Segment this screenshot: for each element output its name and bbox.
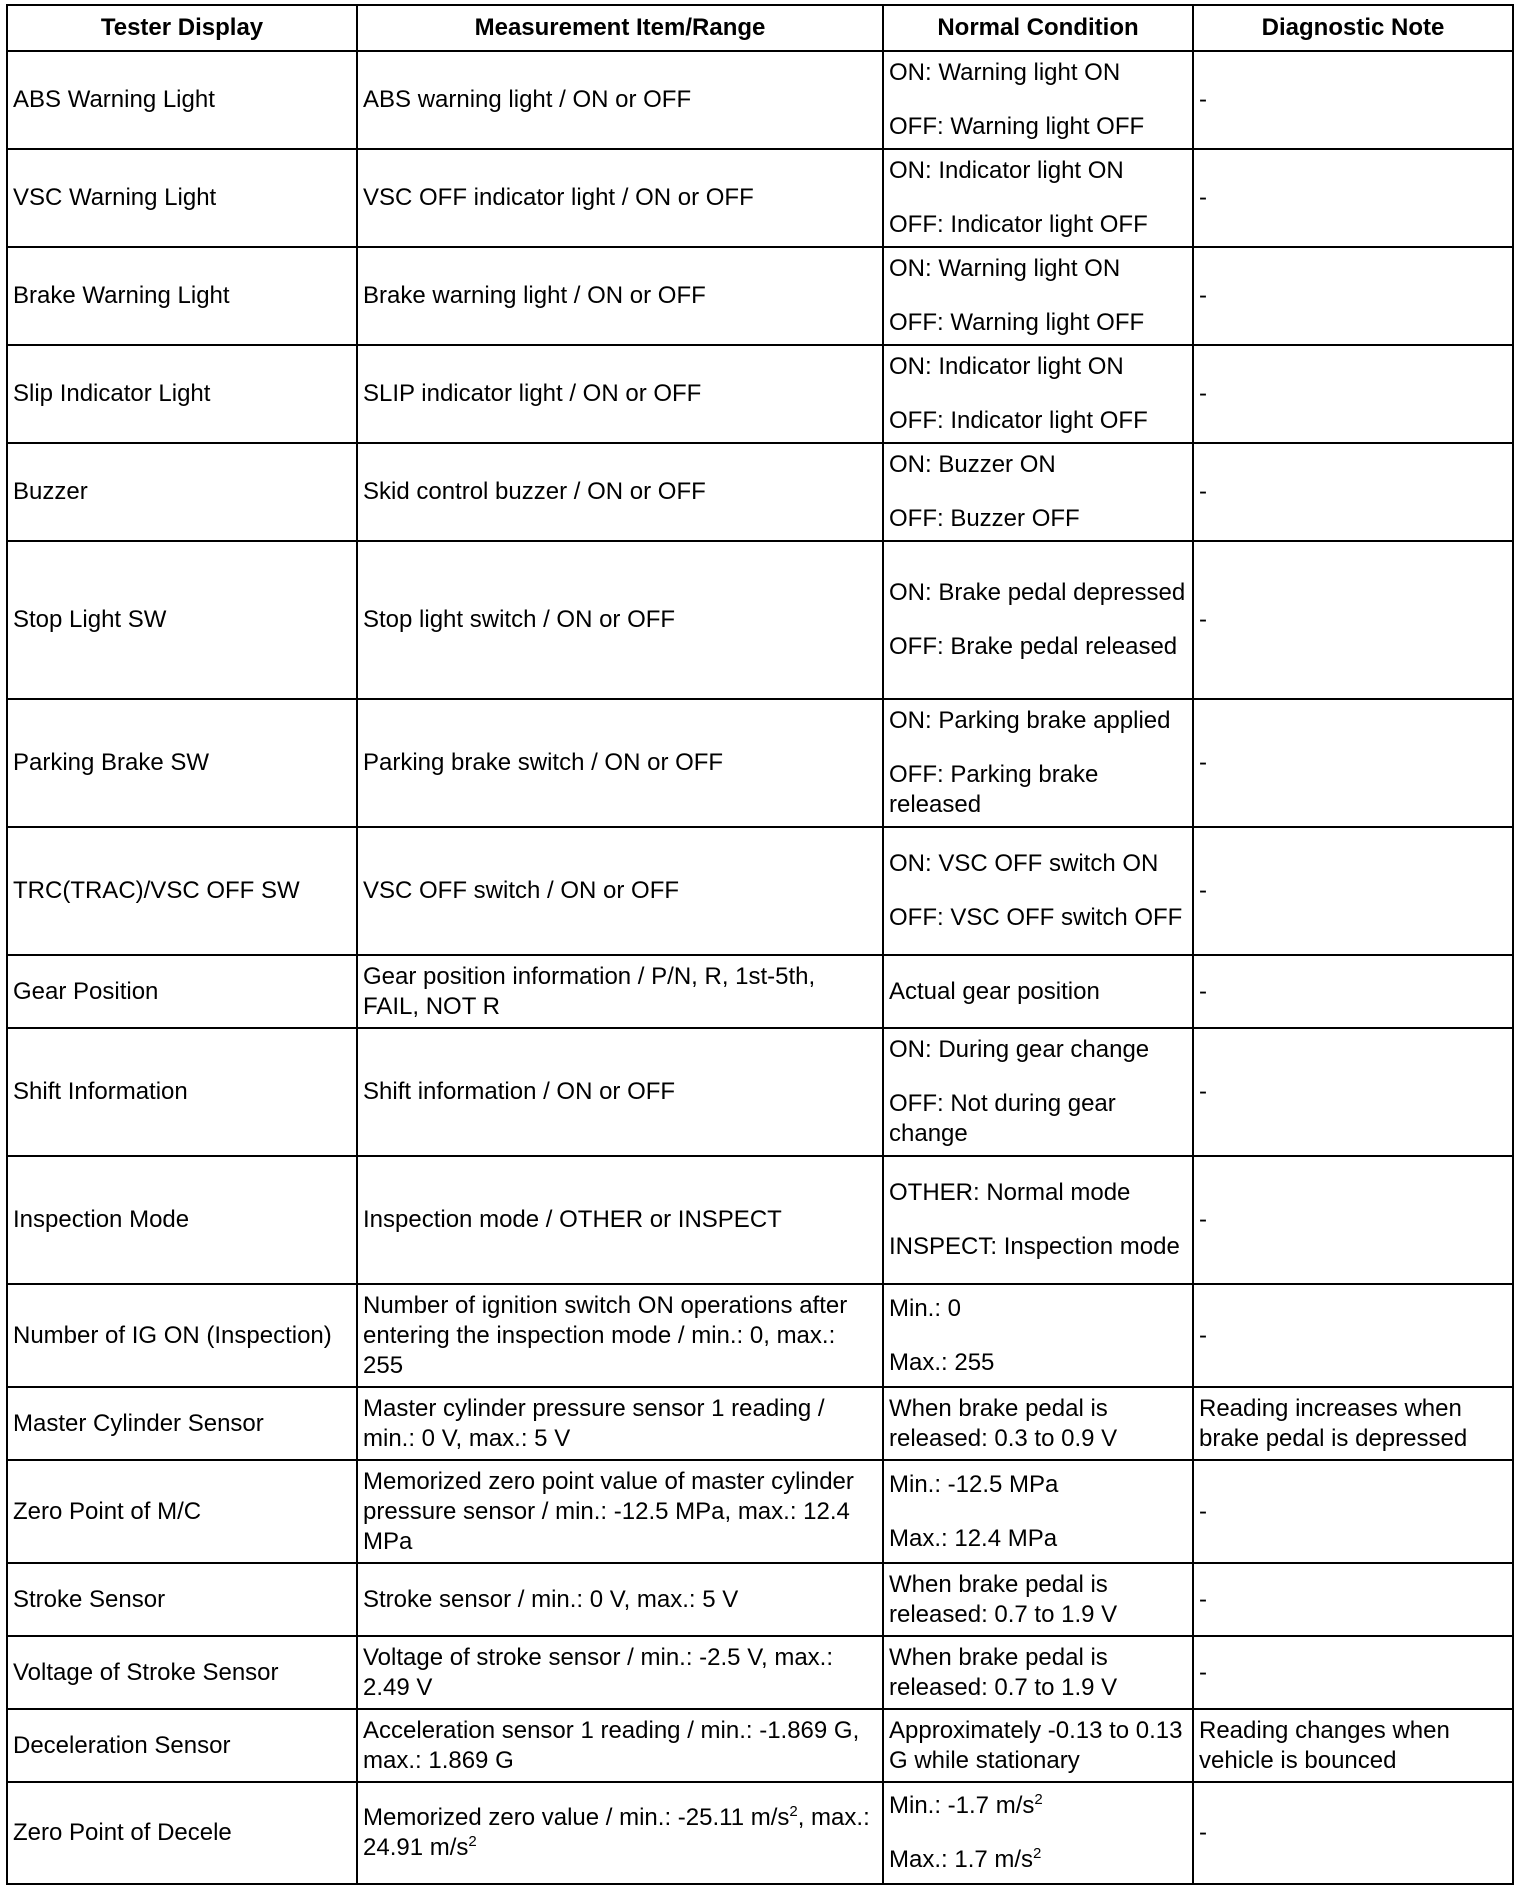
condition-off: OFF: Warning light OFF	[889, 113, 1145, 140]
table-row	[7, 955, 1513, 1028]
condition-on: ON: Parking brake applied	[889, 707, 1171, 734]
normal-condition-cell	[883, 149, 1193, 247]
normal-condition-cell	[883, 955, 1193, 1028]
tester-display-cell: VSC Warning Light	[7, 149, 357, 247]
measurement-cell: Memorized zero point value of master cylinder pressure sensor / min.: -12.5 MPa, max.: 12.4 MPa	[357, 1460, 883, 1563]
normal-condition-cell	[883, 1782, 1193, 1884]
tester-display-cell: Parking Brake SW	[7, 699, 357, 827]
condition-off: OFF: Not during gear change	[889, 1090, 1116, 1147]
tester-display-cell: Master Cylinder Sensor	[7, 1387, 357, 1460]
tester-display-cell: Inspection Mode	[7, 1156, 357, 1284]
table-row	[7, 345, 1513, 443]
diagnostic-note-cell: -	[1193, 1563, 1513, 1636]
condition-max-text: Max.: 1.7 m/s	[889, 1846, 1034, 1873]
header-row	[7, 5, 1513, 51]
condition-off: OFF: VSC OFF switch OFF	[889, 904, 1183, 931]
condition-value: When brake pedal is released: 0.7 to 1.9 V	[889, 1570, 1118, 1628]
table-row	[7, 1028, 1513, 1156]
measurement-cell: Brake warning light / ON or OFF	[357, 247, 883, 345]
condition-on: ON: During gear change	[889, 1036, 1150, 1063]
measurement-cell	[357, 1782, 883, 1884]
normal-condition-cell	[883, 1636, 1193, 1709]
diagnostic-note-cell: -	[1193, 541, 1513, 699]
condition-min	[889, 1791, 1187, 1821]
condition-on: ON: Warning light ON	[889, 59, 1121, 86]
condition-value: When brake pedal is released: 0.7 to 1.9 V	[889, 1643, 1118, 1701]
table-row	[7, 1709, 1513, 1782]
table-row	[7, 1156, 1513, 1284]
normal-condition-cell	[883, 1284, 1193, 1387]
condition-off: OFF: Brake pedal released	[889, 633, 1178, 660]
tester-display-cell: Zero Point of Decele	[7, 1782, 357, 1884]
table-row	[7, 51, 1513, 149]
normal-condition-cell	[883, 1156, 1193, 1284]
normal-condition-cell	[883, 699, 1193, 827]
diagnostic-note-cell: -	[1193, 345, 1513, 443]
diagnostic-note-cell: -	[1193, 1782, 1513, 1884]
normal-condition-cell	[883, 443, 1193, 541]
tester-display-cell: Buzzer	[7, 443, 357, 541]
normal-condition-cell	[883, 1563, 1193, 1636]
table-row	[7, 827, 1513, 955]
condition-off: INSPECT: Inspection mode	[889, 1233, 1180, 1260]
condition-on: ON: Indicator light ON	[889, 157, 1124, 184]
col-header-diagnostic-note: Diagnostic Note	[1193, 5, 1513, 51]
superscript: 2	[1033, 1845, 1042, 1862]
col-header-tester-display: Tester Display	[7, 5, 357, 51]
diagnostic-note-cell: -	[1193, 51, 1513, 149]
measurement-cell: Master cylinder pressure sensor 1 reading / min.: 0 V, max.: 5 V	[357, 1387, 883, 1460]
measurement-cell: ABS warning light / ON or OFF	[357, 51, 883, 149]
measurement-cell: VSC OFF switch / ON or OFF	[357, 827, 883, 955]
normal-condition-cell	[883, 541, 1193, 699]
normal-condition-cell	[883, 827, 1193, 955]
tester-display-cell: Number of IG ON (Inspection)	[7, 1284, 357, 1387]
tester-display-cell: Stroke Sensor	[7, 1563, 357, 1636]
condition-min: Min.: 0	[889, 1294, 962, 1322]
condition-off: OFF: Indicator light OFF	[889, 407, 1148, 434]
tester-display-cell: Gear Position	[7, 955, 357, 1028]
tester-display-cell: Stop Light SW	[7, 541, 357, 699]
table-row	[7, 443, 1513, 541]
condition-on: OTHER: Normal mode	[889, 1179, 1131, 1206]
table-row	[7, 1460, 1513, 1563]
measurement-text-min: Memorized zero value / min.: -25.11 m/s	[363, 1804, 790, 1831]
measurement-cell: Voltage of stroke sensor / min.: -2.5 V, max.: 2.49 V	[357, 1636, 883, 1709]
condition-min: Min.: -12.5 MPa	[889, 1470, 1059, 1498]
measurement-cell: Parking brake switch / ON or OFF	[357, 699, 883, 827]
measurement-cell: Gear position information / P/N, R, 1st-5th, FAIL, NOT R	[357, 955, 883, 1028]
normal-condition-cell	[883, 51, 1193, 149]
measurement-text-max: , max.: 24.91 m/s	[363, 1804, 870, 1861]
table-row	[7, 1782, 1513, 1884]
condition-max: Max.: 255	[889, 1348, 995, 1376]
measurement-cell: SLIP indicator light / ON or OFF	[357, 345, 883, 443]
diagnostic-note-cell: -	[1193, 443, 1513, 541]
measurement-cell: VSC OFF indicator light / ON or OFF	[357, 149, 883, 247]
table-row	[7, 1563, 1513, 1636]
diagnostic-note-cell: -	[1193, 827, 1513, 955]
condition-on: ON: Brake pedal depressed	[889, 579, 1186, 606]
measurement-cell: Shift information / ON or OFF	[357, 1028, 883, 1156]
tester-display-cell: Shift Information	[7, 1028, 357, 1156]
table-row	[7, 1284, 1513, 1387]
tester-display-cell: ABS Warning Light	[7, 51, 357, 149]
normal-condition-cell	[883, 345, 1193, 443]
condition-min-text: Min.: -1.7 m/s	[889, 1792, 1035, 1819]
table-row	[7, 699, 1513, 827]
col-header-normal-condition: Normal Condition	[883, 5, 1193, 51]
table-row	[7, 541, 1513, 699]
tester-display-cell: Deceleration Sensor	[7, 1709, 357, 1782]
tester-display-cell: TRC(TRAC)/VSC OFF SW	[7, 827, 357, 955]
col-header-measurement: Measurement Item/Range	[357, 5, 883, 51]
normal-condition-cell	[883, 247, 1193, 345]
condition-off: OFF: Parking brake released	[889, 761, 1099, 818]
normal-condition-cell	[883, 1387, 1193, 1460]
diagnostic-note-cell: -	[1193, 149, 1513, 247]
table-row	[7, 149, 1513, 247]
diagnostic-note-cell: -	[1193, 1460, 1513, 1563]
diagnostic-note-cell: -	[1193, 1636, 1513, 1709]
condition-value: When brake pedal is released: 0.3 to 0.9 V	[889, 1394, 1118, 1452]
condition-on: ON: VSC OFF switch ON	[889, 850, 1159, 877]
measurement-cell: Inspection mode / OTHER or INSPECT	[357, 1156, 883, 1284]
table-row	[7, 247, 1513, 345]
diagnostic-note-cell: -	[1193, 1284, 1513, 1387]
tester-display-cell: Voltage of Stroke Sensor	[7, 1636, 357, 1709]
tester-display-cell: Brake Warning Light	[7, 247, 357, 345]
superscript: 2	[1034, 1791, 1043, 1808]
normal-condition-cell	[883, 1709, 1193, 1782]
condition-value: Approximately -0.13 to 0.13 G while stationary	[889, 1716, 1183, 1774]
diagnostic-note-cell: -	[1193, 955, 1513, 1028]
tester-display-cell: Zero Point of M/C	[7, 1460, 357, 1563]
condition-max	[889, 1845, 1187, 1875]
superscript: 2	[789, 1803, 798, 1820]
diagnostic-note-cell: -	[1193, 699, 1513, 827]
measurement-cell: Stroke sensor / min.: 0 V, max.: 5 V	[357, 1563, 883, 1636]
condition-on: ON: Warning light ON	[889, 255, 1121, 282]
condition-value: Actual gear position	[889, 977, 1100, 1005]
diagnostic-note-cell: Reading changes when vehicle is bounced	[1193, 1709, 1513, 1782]
table-row	[7, 1387, 1513, 1460]
table-row	[7, 1636, 1513, 1709]
condition-max: Max.: 12.4 MPa	[889, 1524, 1058, 1552]
tester-display-cell: Slip Indicator Light	[7, 345, 357, 443]
diagnostic-data-table	[6, 4, 1514, 1885]
condition-off: OFF: Indicator light OFF	[889, 211, 1148, 238]
superscript: 2	[468, 1833, 477, 1850]
condition-on: ON: Buzzer ON	[889, 451, 1056, 478]
diagnostic-note-cell: -	[1193, 1156, 1513, 1284]
diagnostic-note-cell: -	[1193, 247, 1513, 345]
condition-off: OFF: Warning light OFF	[889, 309, 1145, 336]
measurement-cell: Acceleration sensor 1 reading / min.: -1.869 G, max.: 1.869 G	[357, 1709, 883, 1782]
normal-condition-cell	[883, 1460, 1193, 1563]
diagnostic-note-cell: -	[1193, 1028, 1513, 1156]
measurement-cell: Number of ignition switch ON operations after entering the inspection mode / min.: 0, max.: 255	[357, 1284, 883, 1387]
normal-condition-cell	[883, 1028, 1193, 1156]
condition-off: OFF: Buzzer OFF	[889, 505, 1080, 532]
condition-on: ON: Indicator light ON	[889, 353, 1124, 380]
diagnostic-note-cell: Reading increases when brake pedal is depressed	[1193, 1387, 1513, 1460]
measurement-cell: Stop light switch / ON or OFF	[357, 541, 883, 699]
measurement-cell: Skid control buzzer / ON or OFF	[357, 443, 883, 541]
